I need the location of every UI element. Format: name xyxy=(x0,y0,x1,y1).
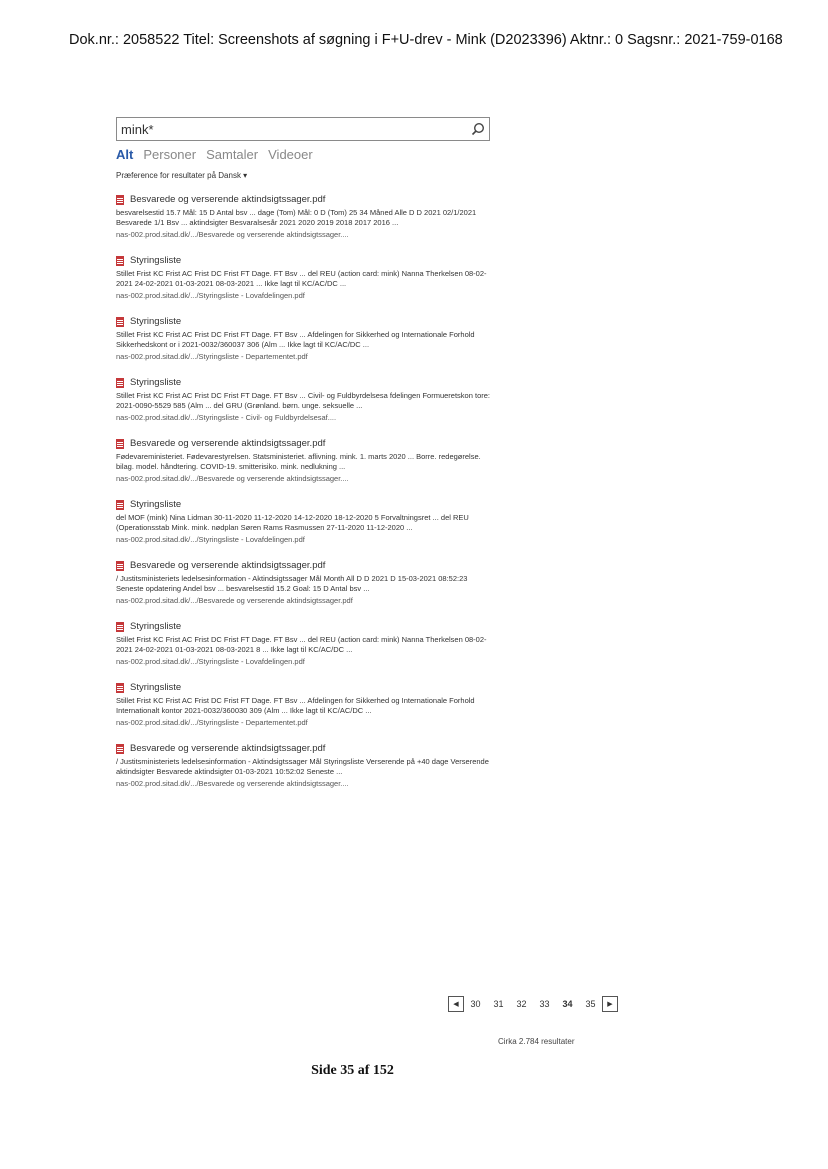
result-snippet: / Justitsministeriets ledelsesinformation - Aktindsigtssager Mål Styringsliste Verserende på +40 dage Verserende aktindsigter Besvarede aktindsigter 01-03-2021 10:52:02 Seneste ... xyxy=(116,757,489,776)
result-title-link[interactable] xyxy=(116,438,492,449)
result-title: Styringsliste xyxy=(130,377,182,388)
result-title: Besvarede og verserende aktindsigtssager.pdf xyxy=(130,438,326,449)
tab-samtaler[interactable]: Samtaler xyxy=(206,147,259,162)
result-title: Besvarede og verserende aktindsigtssager.pdf xyxy=(130,560,326,571)
document-header: Dok.nr.: 2058522 Titel: Screenshots af søgning i F+U-drev - Mink (D2023396) Aktnr.: 0 Sagsnr.: 2021-759-0168 xyxy=(69,32,783,48)
result-url: nas-002.prod.sitad.dk/.../Besvarede og verserende aktindsigtssager.... xyxy=(116,230,349,239)
page-link[interactable]: 30 xyxy=(470,999,481,1009)
next-page-button[interactable]: ▶ xyxy=(602,996,618,1012)
current-page: 34 xyxy=(562,999,573,1009)
pdf-file-icon xyxy=(116,500,124,510)
result-count: Cirka 2.784 resultater xyxy=(498,1037,575,1046)
page-number-footer: Side 35 af 152 xyxy=(311,1063,394,1078)
result-item xyxy=(116,682,492,727)
pdf-file-icon xyxy=(116,622,124,632)
pdf-file-icon xyxy=(116,561,124,571)
previous-page-button[interactable]: ◀ xyxy=(448,996,464,1012)
result-item xyxy=(116,316,492,361)
result-item xyxy=(116,255,492,300)
pdf-file-icon xyxy=(116,744,124,754)
result-snippet: Fødevareministeriet. Fødevarestyrelsen. Statsministeriet. aflivning. mink. 1. marts 2020 ... Borre. redegørelse. bilag. model. håndtering. COVID-19. smitterisiko. mink. nedlukning ... xyxy=(116,452,481,471)
result-url: nas-002.prod.sitad.dk/.../Styringsliste - Civil- og Fuldbyrdelsesaf.... xyxy=(116,413,337,422)
result-title: Styringsliste xyxy=(130,316,182,327)
result-title: Besvarede og verserende aktindsigtssager.pdf xyxy=(130,194,326,205)
result-item xyxy=(116,743,492,788)
pdf-file-icon xyxy=(116,256,124,266)
tab-alt[interactable]: Alt xyxy=(116,147,134,162)
result-title-link[interactable] xyxy=(116,316,492,327)
page-link[interactable]: 32 xyxy=(516,999,527,1009)
tab-personer[interactable]: Personer xyxy=(143,147,197,162)
result-snippet: Stillet Frist KC Frist AC Frist DC Frist FT Dage. FT Bsv ... Afdelingen for Sikkerhed og Internationale Forhold Sikkerhedskont or i 2021-0032/360037 306 (Alm ... Ikke lagt til KC/AC/DC ... xyxy=(116,330,475,349)
result-title: Besvarede og verserende aktindsigtssager.pdf xyxy=(130,743,326,754)
result-item xyxy=(116,499,492,544)
result-title: Styringsliste xyxy=(130,255,182,266)
result-item xyxy=(116,377,492,422)
result-url: nas-002.prod.sitad.dk/.../Besvarede og verserende aktindsigtssager.... xyxy=(116,779,349,788)
search-input[interactable]: mink* xyxy=(121,121,154,137)
page-link[interactable]: 35 xyxy=(585,999,596,1009)
result-url: nas-002.prod.sitad.dk/.../Styringsliste - Lovafdelingen.pdf xyxy=(116,291,305,300)
result-item xyxy=(116,621,492,666)
result-snippet: Stillet Frist KC Frist AC Frist DC Frist FT Dage. FT Bsv ... del REU (action card: mink) Nanna Therkelsen 08-02-2021 24-02-2021 01-03-2021 08-03-2021 8 ... Ikke lagt til KC/AC/DC ... xyxy=(116,635,487,654)
result-url: nas-002.prod.sitad.dk/.../Styringsliste - Lovafdelingen.pdf xyxy=(116,535,305,544)
result-url: nas-002.prod.sitad.dk/.../Styringsliste - Departementet.pdf xyxy=(116,718,308,727)
results-list xyxy=(116,194,492,788)
result-snippet: Stillet Frist KC Frist AC Frist DC Frist FT Dage. FT Bsv ... del REU (action card: mink) Nanna Therkelsen 08-02-2021 24-02-2021 01-03-2021 08-03-2021 ... Ikke lagt til KC/AC/DC ... xyxy=(116,269,487,288)
page-link[interactable]: 33 xyxy=(539,999,550,1009)
result-snippet: del MOF (mink) Nina Lidman 30-11-2020 11-12-2020 14-12-2020 18-12-2020 5 Forvaltningsret ... del REU (Operationsstab Mink. mink. nødplan Søren Rams Rasmussen 27-11-2020 11-12-2020 ... xyxy=(116,513,469,532)
result-snippet: Stillet Frist KC Frist AC Frist DC Frist FT Dage. FT Bsv ... Civil- og Fuldbyrdelsesa fdelingen Formueretskon tore: 2021-0090-5529 585 (Alm ... del GRU (Grønland. børn. unge. seksuelle ... xyxy=(116,391,490,410)
pdf-file-icon xyxy=(116,317,124,327)
search-box[interactable] xyxy=(116,117,490,141)
result-url: nas-002.prod.sitad.dk/.../Styringsliste - Departementet.pdf xyxy=(116,352,308,361)
result-title-link[interactable] xyxy=(116,621,492,632)
result-title: Styringsliste xyxy=(130,499,182,510)
result-title-link[interactable] xyxy=(116,255,492,266)
search-tabs xyxy=(116,147,492,162)
search-icon[interactable] xyxy=(467,118,489,140)
pdf-file-icon xyxy=(116,195,124,205)
result-snippet: / Justitsministeriets ledelsesinformation - Aktindsigtssager Mål Month All D D 2021 D 15-03-2021 08:52:23 Seneste opdatering Andel bsv ... besvarelsestid 15.2 Goal: 15 D Antal bsv ... xyxy=(116,574,468,593)
result-title-link[interactable] xyxy=(116,682,492,693)
result-snippet: Stillet Frist KC Frist AC Frist DC Frist FT Dage. FT Bsv ... Afdelingen for Sikkerhed og Internationale Forhold Internationalt kontor 2021-0032/360030 309 (Alm ... Ikke lagt til KC/AC/DC ... xyxy=(116,696,475,715)
pdf-file-icon xyxy=(116,439,124,449)
result-title-link[interactable] xyxy=(116,377,492,388)
pdf-file-icon xyxy=(116,683,124,693)
result-item xyxy=(116,560,492,605)
result-url: nas-002.prod.sitad.dk/.../Besvarede og verserende aktindsigtssager.pdf xyxy=(116,596,353,605)
search-panel xyxy=(116,117,492,804)
result-item xyxy=(116,194,492,239)
language-preference-dropdown[interactable]: Præference for resultater på Dansk ▾ xyxy=(116,171,248,180)
tab-videoer[interactable]: Videoer xyxy=(268,147,313,162)
result-item xyxy=(116,438,492,483)
pdf-file-icon xyxy=(116,378,124,388)
page-link[interactable]: 31 xyxy=(493,999,504,1009)
result-url: nas-002.prod.sitad.dk/.../Styringsliste - Lovafdelingen.pdf xyxy=(116,657,305,666)
pagination xyxy=(448,996,618,1012)
result-title-link[interactable] xyxy=(116,560,492,571)
result-title: Styringsliste xyxy=(130,682,182,693)
result-url: nas-002.prod.sitad.dk/.../Besvarede og verserende aktindsigtssager.... xyxy=(116,474,349,483)
result-title-link[interactable] xyxy=(116,743,492,754)
result-title-link[interactable] xyxy=(116,499,492,510)
result-title-link[interactable] xyxy=(116,194,492,205)
result-snippet: besvarelsestid 15.7 Mål: 15 D Antal bsv ... dage (Tom) Mål: 0 D (Tom) 25 34 Måned Alle D D 2021 02/1/2021 Besvarede 1/1 Bsv ... aktindsigter Besvaralsesår 2021 2020 2019 2018 2017 2016 ... xyxy=(116,208,477,227)
result-title: Styringsliste xyxy=(130,621,182,632)
